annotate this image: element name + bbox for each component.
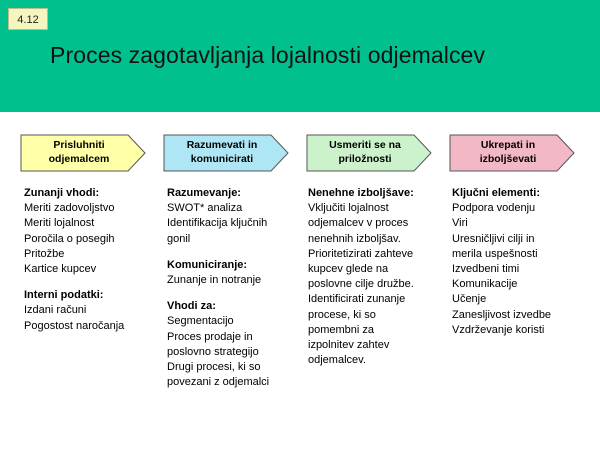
process-step-ukrepati[interactable] bbox=[449, 134, 575, 172]
block-line: procese, ki so bbox=[308, 308, 376, 321]
block-line: pomembni za bbox=[308, 323, 375, 336]
block-line: Uresničljivi cilji in bbox=[452, 232, 535, 245]
block-line: Meriti lojalnost bbox=[24, 217, 95, 230]
block-heading: Nenehne izboljšave: bbox=[308, 187, 414, 199]
block-line: Identificirati zunanje bbox=[308, 293, 406, 306]
block-line: Učenje bbox=[452, 293, 487, 306]
column-improvements bbox=[308, 186, 448, 368]
column-understanding bbox=[167, 186, 301, 390]
text-block bbox=[24, 186, 156, 277]
text-block bbox=[452, 186, 592, 338]
block-heading: Zunanji vhodi: bbox=[24, 187, 100, 199]
block-line: SWOT* analiza bbox=[167, 202, 243, 215]
block-heading: Razumevanje: bbox=[167, 187, 241, 199]
process-step-label-line2: priložnosti bbox=[338, 153, 392, 165]
block-heading: Ključni elementi: bbox=[452, 187, 541, 199]
block-line: Meriti zadovoljstvo bbox=[24, 202, 115, 215]
text-block bbox=[167, 258, 301, 288]
process-step-usmeriti[interactable] bbox=[306, 134, 432, 172]
block-heading: Komuniciranje: bbox=[167, 258, 248, 271]
page-title: Proces zagotavljanja lojalnosti odjemalcev bbox=[50, 42, 486, 68]
text-block bbox=[308, 186, 448, 368]
process-step-prisluhniti[interactable] bbox=[20, 134, 146, 172]
block-line: Viri bbox=[452, 217, 468, 230]
text-block bbox=[167, 186, 301, 247]
block-line: Podpora vodenju bbox=[452, 202, 536, 215]
block-line: merila uspešnosti bbox=[452, 247, 538, 260]
block-line: Prioritetizirati zahteve bbox=[308, 247, 414, 260]
block-heading: Vhodi za: bbox=[167, 300, 216, 313]
slide-number: 4.12 bbox=[8, 8, 48, 30]
block-line: Komunikacije bbox=[452, 278, 518, 291]
column-key-elements bbox=[452, 186, 592, 338]
column-inputs bbox=[24, 186, 156, 334]
block-line: Zanesljivost izvedbe bbox=[452, 308, 552, 321]
process-step-label-line2: odjemalcem bbox=[48, 153, 110, 165]
block-line: Poročila o posegih bbox=[24, 232, 115, 245]
block-line: povezani z odjemalci bbox=[167, 376, 270, 389]
block-line: Drugi procesi, ki so bbox=[167, 361, 261, 374]
block-line: Izvedbeni timi bbox=[452, 263, 520, 276]
block-line: Proces prodaje in bbox=[167, 330, 253, 343]
process-step-label-line1: Prisluhniti bbox=[53, 139, 105, 151]
process-chevron-row bbox=[0, 134, 600, 176]
block-line: gonil bbox=[167, 232, 191, 245]
text-block bbox=[24, 288, 156, 334]
block-line: Segmentacijo bbox=[167, 315, 234, 328]
process-step-label bbox=[171, 138, 273, 166]
block-line: odjemalcev. bbox=[308, 354, 366, 367]
text-block bbox=[167, 299, 301, 390]
block-heading: Interni podatki: bbox=[24, 289, 104, 302]
block-line: Zunanje in notranje bbox=[167, 274, 262, 287]
block-line: Kartice kupcev bbox=[24, 263, 97, 276]
process-step-label-line1: Razumevati in bbox=[186, 139, 258, 151]
block-line: Izdani računi bbox=[24, 304, 87, 317]
process-step-razumevati[interactable] bbox=[163, 134, 289, 172]
process-step-label bbox=[314, 138, 416, 166]
block-line: Identifikacija ključnih bbox=[167, 217, 268, 230]
process-step-label-line2: komunicirati bbox=[190, 153, 254, 165]
process-step-label-line1: Usmeriti se na bbox=[329, 139, 401, 151]
process-step-label bbox=[457, 138, 559, 166]
process-step-label bbox=[28, 138, 130, 166]
process-step-label-line1: Ukrepati in bbox=[480, 139, 536, 151]
block-line: odjemalcev v proces bbox=[308, 217, 409, 230]
block-line: izpolnitev zahtev bbox=[308, 339, 390, 352]
block-line: poslovno strategijo bbox=[167, 345, 259, 358]
process-step-label-line2: izboljševati bbox=[479, 153, 537, 165]
block-line: Pogostost naročanja bbox=[24, 319, 125, 332]
block-line: Vzdrževanje koristi bbox=[452, 323, 545, 336]
block-line: Vključiti lojalnost bbox=[308, 202, 389, 215]
block-line: poslovne cilje družbe. bbox=[308, 278, 414, 291]
block-line: nenehnih izboljšav. bbox=[308, 232, 401, 245]
block-line: kupcev glede na bbox=[308, 263, 389, 276]
block-line: Pritožbe bbox=[24, 247, 65, 260]
